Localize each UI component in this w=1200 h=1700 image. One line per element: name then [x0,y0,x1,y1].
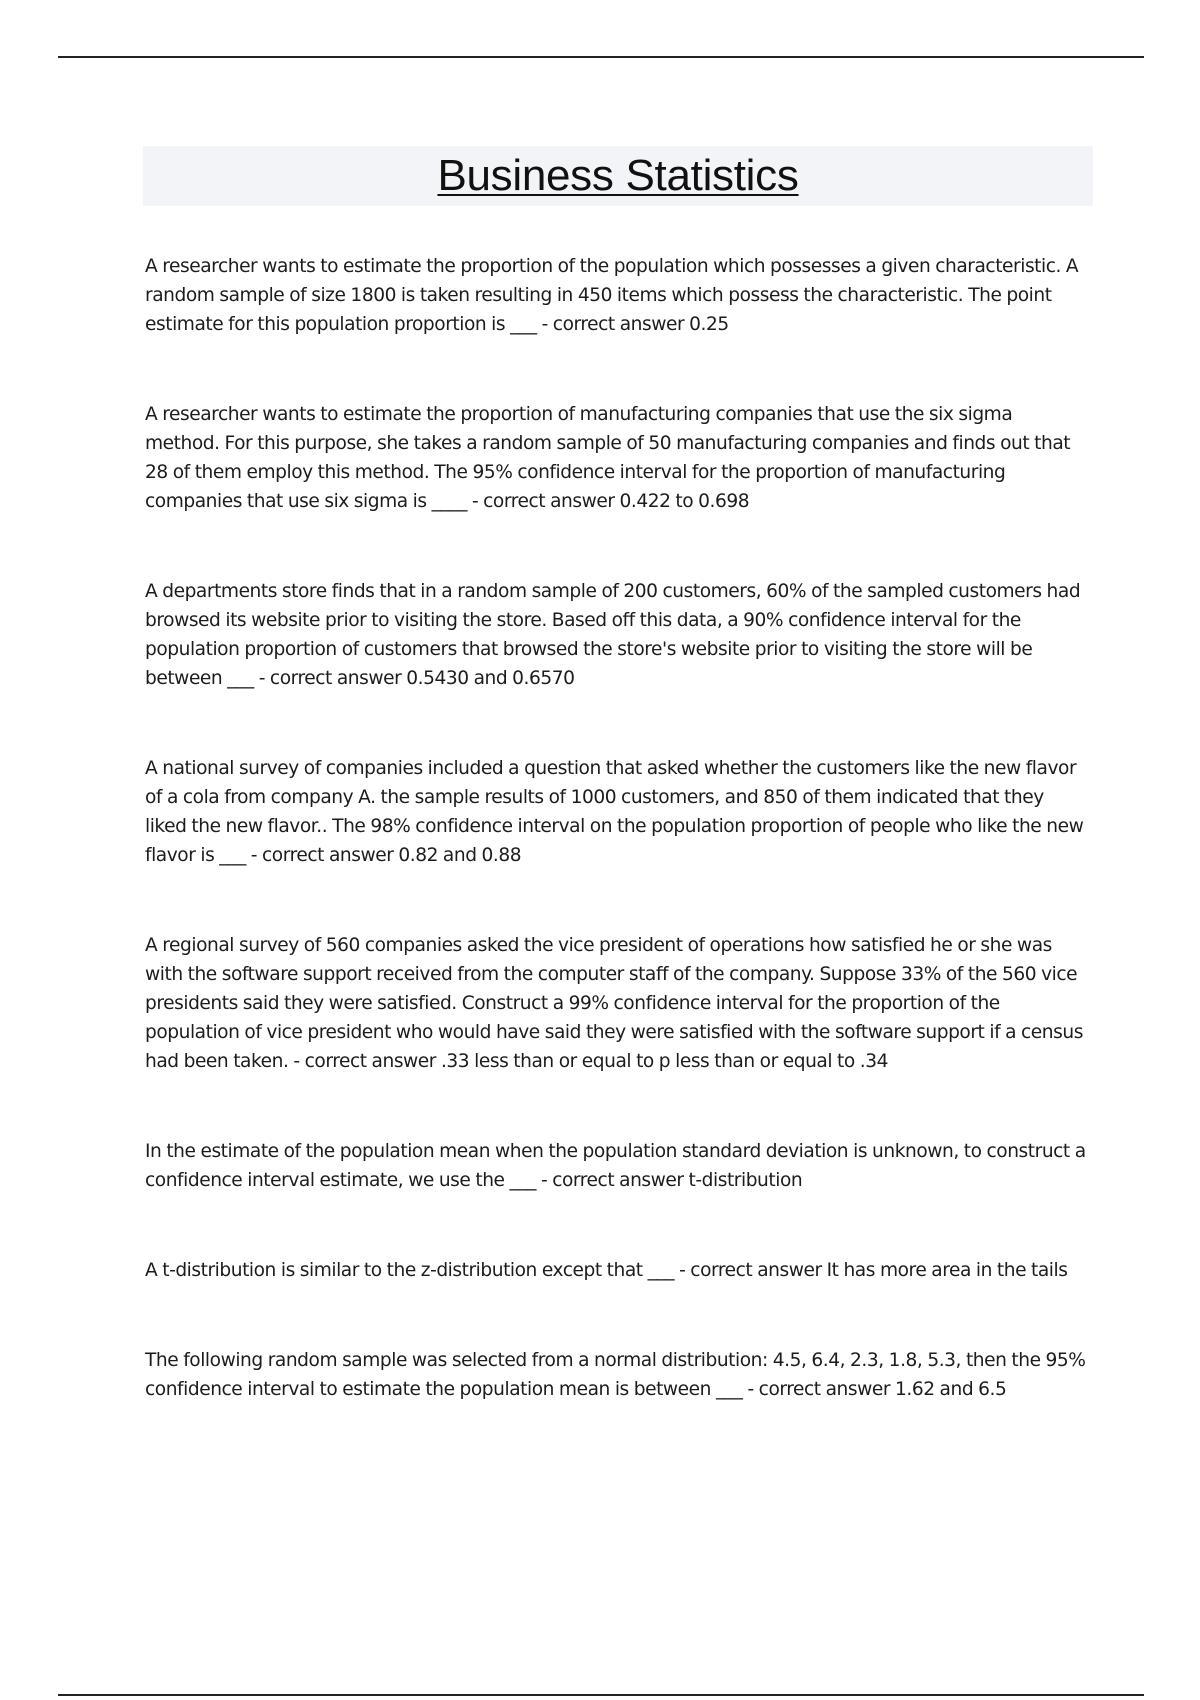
question-2: A researcher wants to estimate the proportion of manufacturing companies that use the six sigma method. For this purpose, she takes a random sample of 50 manufacturing companies and finds out that 28 of them employ this method. The 95% confidence interval for the proportion of manufacturing companies that use six sigma is ____ - correct answer 0.422 to 0.698 [145,404,1071,512]
title-band [143,146,1093,206]
question-8: The following random sample was selected from a normal distribution: 4.5, 6.4, 2.3, 1.8, 5.3, then the 95% confidence interval to estimate the population mean is between ___ - correct answer 1.62 and 6.5 [145,1350,1086,1400]
question-3: A departments store finds that in a random sample of 200 customers, 60% of the sampled customers had browsed its website prior to visiting the store. Based off this data, a 90% confidence interval for the population proportion of customers that browsed the store's website prior to visiting the store will be between ___ - correct answer 0.5430 and 0.6570 [145,581,1081,689]
bottom-rule [58,1694,1144,1696]
question-7: A t-distribution is similar to the z-distribution except that ___ - correct answer It has more area in the tails [145,1260,1068,1281]
question-1: A researcher wants to estimate the proportion of the population which possesses a given characteristic. A random sample of size 1800 is taken resulting in 450 items which possess the characteristic. The point estimate for this population proportion is ___ - correct answer 0.25 [145,256,1079,335]
question-list [145,252,1090,1404]
question-4: A national survey of companies included a question that asked whether the customers like the new flavor of a cola from company A. the sample results of 1000 customers, and 850 of them indicated that they liked the new flavor.. The 98% confidence interval on the population proportion of people who like the new flavor is ___ - correct answer 0.82 and 0.88 [145,758,1084,866]
question-5: A regional survey of 560 companies asked the vice president of operations how satisfied he or she was with the software support received from the computer staff of the company. Suppose 33% of the 560 vice presidents said they were satisfied. Construct a 99% confidence interval for the proportion of the population of vice president who would have said they were satisfied with the software support if a census had been taken. - correct answer .33 less than or equal to p less than or equal to .34 [145,935,1083,1072]
page-title: Business Statistics [437,151,799,200]
question-6: In the estimate of the population mean when the population standard deviation is unknown, to construct a confidence interval estimate, we use the ___ - correct answer t-distribution [145,1141,1086,1191]
top-rule [58,56,1144,58]
